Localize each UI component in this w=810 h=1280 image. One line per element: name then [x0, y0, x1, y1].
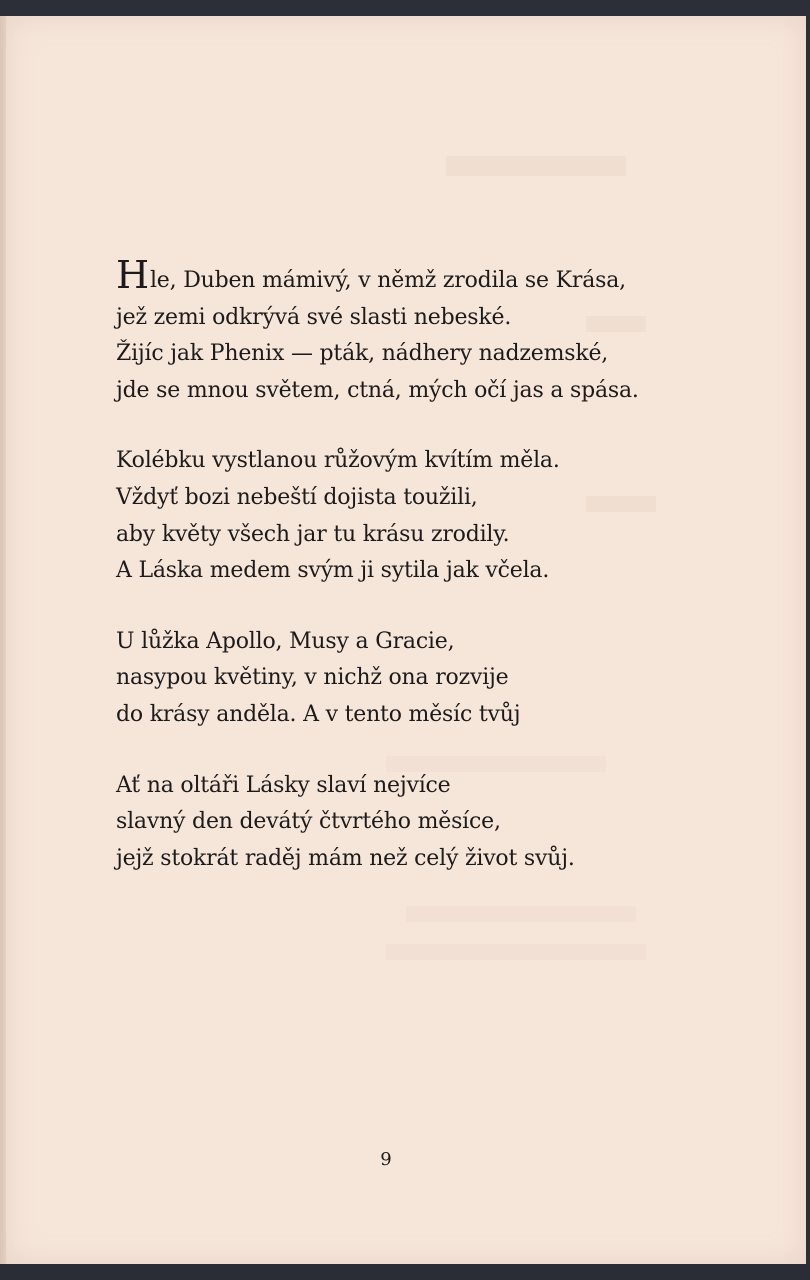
stanza-2	[116, 443, 639, 589]
poem-line: Vždyť bozi nebeští dojista toužili,	[116, 484, 478, 510]
stanza-3	[116, 624, 639, 734]
poem-line: jejž stokrát raděj mám než celý život svůj.	[116, 845, 575, 871]
poem-line: A Láska medem svým ji sytila jak včela.	[116, 558, 550, 584]
poem-line: do krásy anděla. A v tento měsíc tvůj	[116, 701, 521, 727]
poem-line: Ať na oltáři Lásky slaví nejvíce	[116, 772, 451, 798]
show-through-text	[446, 156, 626, 176]
background-edge	[0, 1264, 810, 1280]
show-through-text	[406, 906, 636, 922]
book-page	[6, 16, 806, 1264]
show-through-text	[386, 944, 646, 960]
poem-line: U lůžka Apollo, Musy a Gracie,	[116, 628, 455, 654]
poem-line: jež zemi odkrývá své slasti nebeské.	[116, 304, 512, 330]
poem-line: slavný den devátý čtvrtého měsíce,	[116, 809, 501, 835]
poem	[116, 253, 639, 877]
poem-line: nasypou květiny, v nichž ona rozvije	[116, 665, 509, 691]
poem-line	[116, 253, 639, 300]
stanza-1	[116, 253, 639, 409]
stanza-4	[116, 768, 639, 878]
poem-line: Kolébku vystlanou růžovým kvítím měla.	[116, 448, 560, 474]
page-number: 9	[380, 1149, 392, 1170]
poem-line: Žijíc jak Phenix — pták, nádhery nadzemské,	[116, 341, 609, 367]
poem-line: aby květy všech jar tu krásu zrodily.	[116, 521, 510, 547]
poem-line: jde se mnou světem, ctná, mých očí jas a spása.	[116, 377, 639, 403]
poem-line-text: le, Duben mámivý, v němž zrodila se Krása,	[149, 268, 626, 293]
drop-cap: H	[116, 253, 149, 297]
